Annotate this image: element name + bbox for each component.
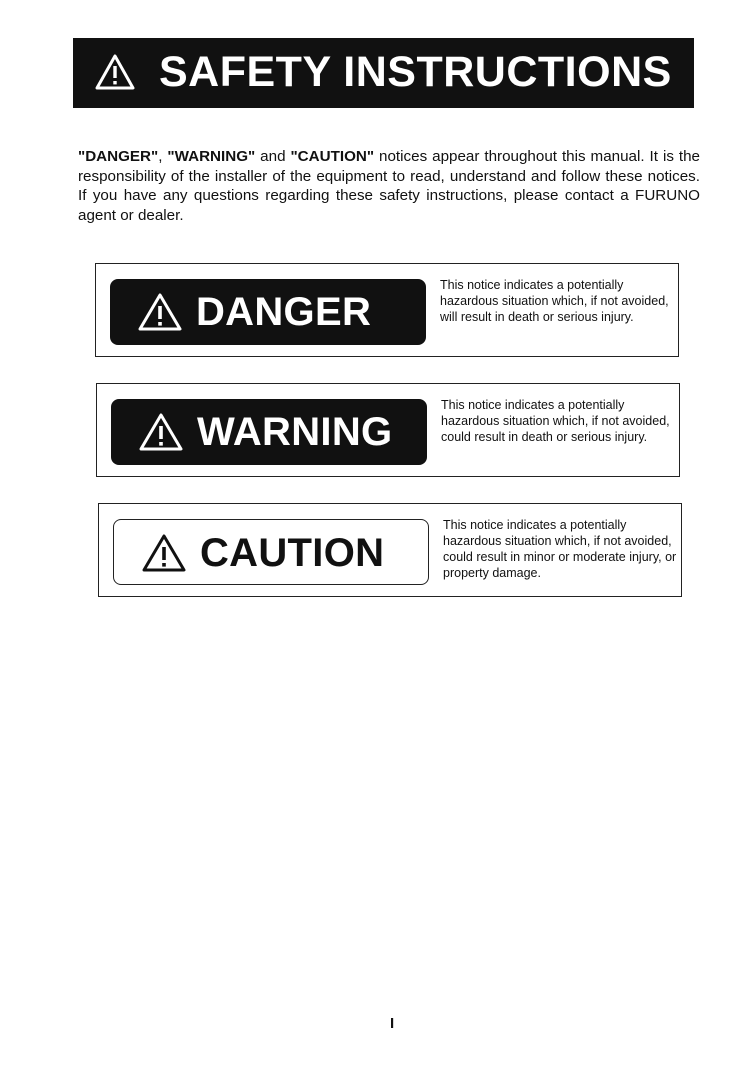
intro-paragraph (78, 147, 700, 225)
caution-label-text: CAUTION (200, 531, 385, 575)
warning-label (111, 399, 427, 465)
danger-label (110, 279, 426, 345)
separator: , (158, 148, 168, 165)
safety-instructions-banner (73, 38, 694, 108)
warning-triangle-icon (95, 54, 135, 90)
caution-notice-box (98, 503, 682, 597)
warning-term: "WARNING" (167, 148, 256, 165)
danger-description: This notice indicates a potentially hazardous situation which, if not avoided, will result in death or serious injury. (440, 278, 669, 324)
danger-notice-box (95, 263, 679, 357)
warning-notice-box (96, 383, 680, 477)
warning-label-text: WARNING (197, 410, 393, 454)
caution-description: This notice indicates a potentially hazardous situation which, if not avoided, could result in minor or moderate injury, or property damage. (443, 518, 677, 580)
warning-description: This notice indicates a potentially hazardous situation which, if not avoided, could result in death or serious injury. (441, 398, 670, 444)
intro-body: notices appear throughout this manual. It is the responsibility of the installer of the equipment to read, understand and follow these notices. If you have any questions regarding these safety instructions, please contact a FURUNO agent or dealer. (78, 148, 700, 224)
danger-label-text: DANGER (196, 290, 372, 334)
warning-triangle-icon (138, 293, 182, 331)
caution-label (113, 519, 429, 585)
danger-term: "DANGER" (78, 148, 159, 165)
page-title: SAFETY INSTRUCTIONS (159, 48, 672, 96)
warning-triangle-icon (142, 534, 186, 572)
warning-triangle-icon (139, 413, 183, 451)
page-number: I (390, 1015, 395, 1032)
caution-term: "CAUTION" (290, 148, 375, 165)
separator: and (255, 148, 291, 165)
